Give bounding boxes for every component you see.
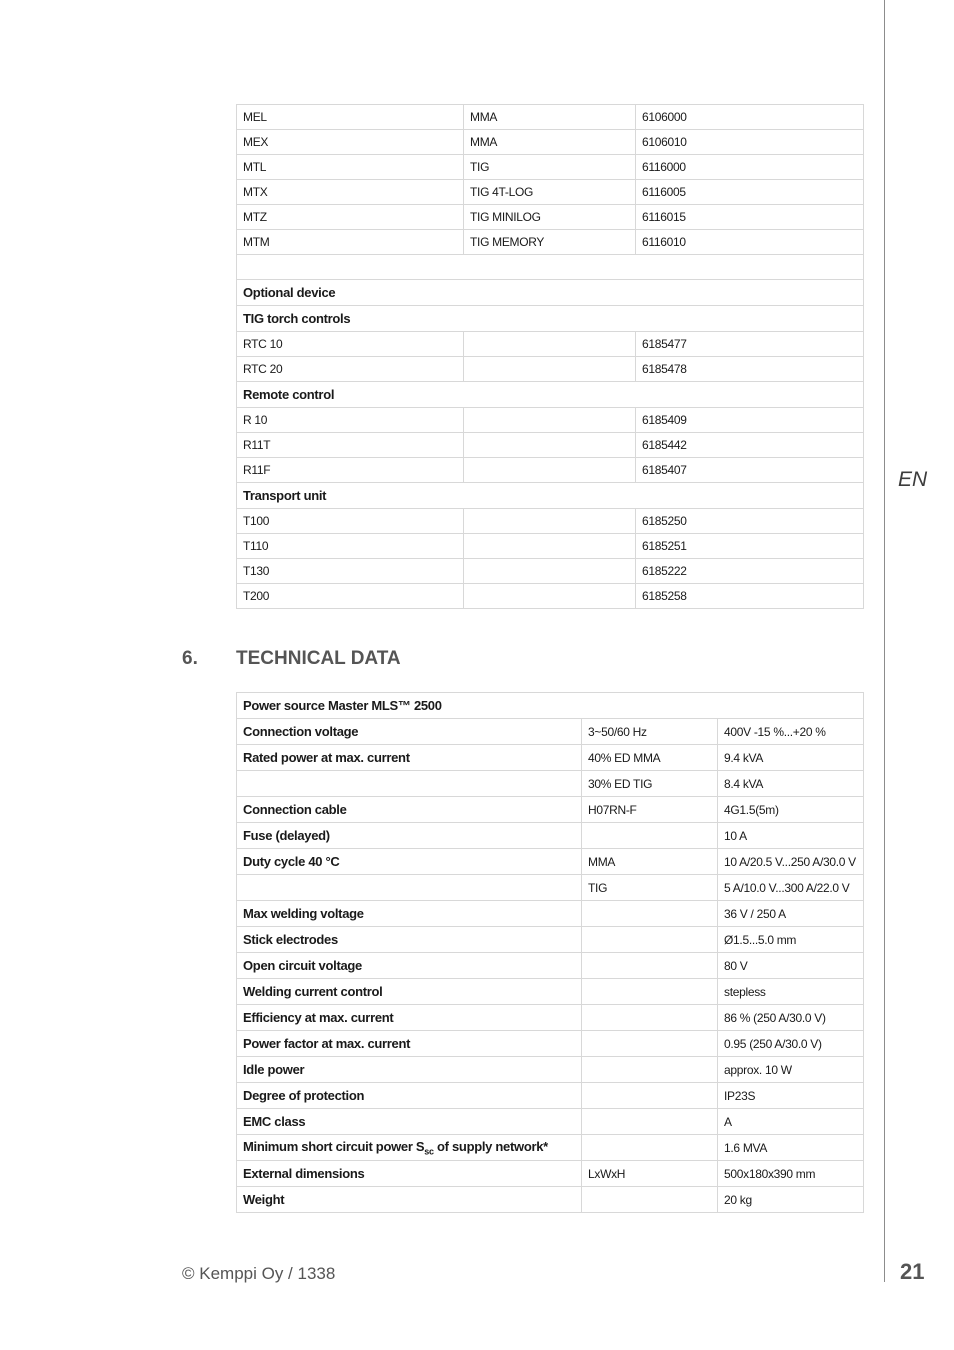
- technical-data-table: [236, 692, 864, 1213]
- product-name-cell: MTL: [237, 155, 464, 180]
- order-code-cell: 6106010: [636, 130, 864, 155]
- process-cell: TIG MEMORY: [464, 230, 636, 255]
- spec-condition-cell: TIG: [582, 875, 718, 901]
- technical-header: Power source Master MLS™ 2500: [237, 693, 864, 719]
- spec-label-cell: External dimensions: [237, 1161, 582, 1187]
- product-name-cell: R11F: [237, 458, 464, 483]
- spec-label-cell: Max welding voltage: [237, 901, 582, 927]
- spec-value-cell: approx. 10 W: [718, 1057, 864, 1083]
- spec-condition-cell: [582, 953, 718, 979]
- group-heading-row: [237, 483, 864, 509]
- spec-value-cell: stepless: [718, 979, 864, 1005]
- process-cell: [464, 408, 636, 433]
- spec-label-cell: Stick electrodes: [237, 927, 582, 953]
- table-row: [237, 953, 864, 979]
- section-title: TECHNICAL DATA: [236, 648, 401, 669]
- table-row: [237, 509, 864, 534]
- spec-label-cell: Efficiency at max. current: [237, 1005, 582, 1031]
- spec-label-cell: Open circuit voltage: [237, 953, 582, 979]
- spec-value-cell: 500x180x390 mm: [718, 1161, 864, 1187]
- process-cell: MMA: [464, 130, 636, 155]
- table-row: [237, 357, 864, 382]
- order-code-cell: 6185478: [636, 357, 864, 382]
- process-cell: [464, 509, 636, 534]
- group-heading-row: [237, 280, 864, 306]
- spec-value-cell: 10 A: [718, 823, 864, 849]
- table-row: [237, 979, 864, 1005]
- spec-condition-cell: [582, 1005, 718, 1031]
- accessories-table: [236, 104, 864, 609]
- spec-value-cell: 5 A/10.0 V...300 A/22.0 V: [718, 875, 864, 901]
- spec-condition-cell: [582, 823, 718, 849]
- spec-value-cell: 80 V: [718, 953, 864, 979]
- order-code-cell: 6185442: [636, 433, 864, 458]
- order-code-cell: 6185407: [636, 458, 864, 483]
- spec-condition-cell: LxWxH: [582, 1161, 718, 1187]
- process-cell: MMA: [464, 105, 636, 130]
- order-code-cell: 6185250: [636, 509, 864, 534]
- process-cell: [464, 332, 636, 357]
- spec-label-suffix: of supply network*: [433, 1138, 548, 1154]
- spec-value-cell: 9.4 kVA: [718, 745, 864, 771]
- spec-condition-cell: [582, 1057, 718, 1083]
- spec-label-cell: [237, 875, 582, 901]
- table-row: [237, 534, 864, 559]
- spec-label-cell: Fuse (delayed): [237, 823, 582, 849]
- spec-label-cell: Welding current control: [237, 979, 582, 1005]
- table-row: [237, 1057, 864, 1083]
- order-code-cell: 6185222: [636, 559, 864, 584]
- spec-label-cell: Connection voltage: [237, 719, 582, 745]
- spec-value-cell: 86 % (250 A/30.0 V): [718, 1005, 864, 1031]
- spec-value-cell: 8.4 kVA: [718, 771, 864, 797]
- table-row: [237, 745, 864, 771]
- product-name-cell: T200: [237, 584, 464, 609]
- table-row: [237, 230, 864, 255]
- blank-cell: [237, 255, 864, 280]
- spec-condition-cell: [582, 927, 718, 953]
- table-row: [237, 458, 864, 483]
- table-row: [237, 1083, 864, 1109]
- spec-value-cell: 10 A/20.5 V...250 A/30.0 V: [718, 849, 864, 875]
- blank-row: [237, 255, 864, 280]
- table-row: [237, 771, 864, 797]
- product-name-cell: R11T: [237, 433, 464, 458]
- group-heading: Optional device: [237, 280, 864, 306]
- product-name-cell: MTX: [237, 180, 464, 205]
- order-code-cell: 6185477: [636, 332, 864, 357]
- technical-header-row: [237, 693, 864, 719]
- order-code-cell: 6116000: [636, 155, 864, 180]
- spec-value-cell: A: [718, 1109, 864, 1135]
- section-number: 6.: [182, 648, 198, 669]
- spec-value-cell: 0.95 (250 A/30.0 V): [718, 1031, 864, 1057]
- spec-condition-cell: [582, 901, 718, 927]
- page-number: 21: [900, 1259, 925, 1284]
- table-row: [237, 1005, 864, 1031]
- spec-condition-cell: MMA: [582, 849, 718, 875]
- spec-condition-cell: [582, 979, 718, 1005]
- spec-label-cell: Duty cycle 40 °C: [237, 849, 582, 875]
- group-heading: TIG torch controls: [237, 306, 864, 332]
- spec-label-cell: Rated power at max. current: [237, 745, 582, 771]
- spec-value-cell: IP23S: [718, 1083, 864, 1109]
- table-row: [237, 927, 864, 953]
- product-name-cell: RTC 20: [237, 357, 464, 382]
- product-name-cell: R 10: [237, 408, 464, 433]
- table-row: [237, 205, 864, 230]
- table-row: [237, 1135, 864, 1161]
- table-row: [237, 1109, 864, 1135]
- spec-value-cell: 1.6 MVA: [718, 1135, 864, 1161]
- table-row: [237, 584, 864, 609]
- process-cell: [464, 458, 636, 483]
- order-code-cell: 6185258: [636, 584, 864, 609]
- spec-value-cell: Ø1.5...5.0 mm: [718, 927, 864, 953]
- table-row: [237, 408, 864, 433]
- table-row: [237, 1031, 864, 1057]
- table-row: [237, 130, 864, 155]
- order-code-cell: 6185251: [636, 534, 864, 559]
- spec-label-cell: Power factor at max. current: [237, 1031, 582, 1057]
- spec-value-cell: 36 V / 250 A: [718, 901, 864, 927]
- table-row: [237, 559, 864, 584]
- order-code-cell: 6106000: [636, 105, 864, 130]
- spec-condition-cell: [582, 1031, 718, 1057]
- process-cell: [464, 357, 636, 382]
- spec-condition-cell: [582, 1187, 718, 1213]
- order-code-cell: 6185409: [636, 408, 864, 433]
- product-name-cell: MEX: [237, 130, 464, 155]
- order-code-cell: 6116005: [636, 180, 864, 205]
- spec-label-cell: EMC class: [237, 1109, 582, 1135]
- process-cell: [464, 559, 636, 584]
- table-row: [237, 797, 864, 823]
- process-cell: [464, 534, 636, 559]
- spec-label-cell: [237, 1135, 582, 1161]
- spec-label-cell: Degree of protection: [237, 1083, 582, 1109]
- product-name-cell: T110: [237, 534, 464, 559]
- table-row: [237, 105, 864, 130]
- table-row: [237, 332, 864, 357]
- spec-value-cell: 20 kg: [718, 1187, 864, 1213]
- product-name-cell: T100: [237, 509, 464, 534]
- order-code-cell: 6116010: [636, 230, 864, 255]
- product-name-cell: MEL: [237, 105, 464, 130]
- product-name-cell: T130: [237, 559, 464, 584]
- spec-value-cell: 400V -15 %...+20 %: [718, 719, 864, 745]
- table-row: [237, 823, 864, 849]
- spec-label: Minimum short circuit power S: [243, 1138, 425, 1154]
- spec-label-cell: Connection cable: [237, 797, 582, 823]
- product-name-cell: MTM: [237, 230, 464, 255]
- table-row: [237, 849, 864, 875]
- order-code-cell: 6116015: [636, 205, 864, 230]
- product-name-cell: RTC 10: [237, 332, 464, 357]
- spec-label-cell: [237, 771, 582, 797]
- spec-label-subscript: sc: [424, 1146, 434, 1157]
- spec-condition-cell: 30% ED TIG: [582, 771, 718, 797]
- table-row: [237, 719, 864, 745]
- table-row: [237, 180, 864, 205]
- spec-condition-cell: [582, 1109, 718, 1135]
- group-heading: Transport unit: [237, 483, 864, 509]
- process-cell: TIG MINILOG: [464, 205, 636, 230]
- table-row: [237, 1161, 864, 1187]
- spec-value-cell: 4G1.5(5m): [718, 797, 864, 823]
- spec-condition-cell: [582, 1083, 718, 1109]
- spec-condition-cell: 40% ED MMA: [582, 745, 718, 771]
- product-name-cell: MTZ: [237, 205, 464, 230]
- table-row: [237, 1187, 864, 1213]
- group-heading-row: [237, 306, 864, 332]
- spec-label-cell: Idle power: [237, 1057, 582, 1083]
- spec-condition-cell: [582, 1135, 718, 1161]
- language-tab: EN: [898, 468, 928, 491]
- group-heading: Remote control: [237, 382, 864, 408]
- group-heading-row: [237, 382, 864, 408]
- process-cell: TIG: [464, 155, 636, 180]
- process-cell: [464, 584, 636, 609]
- margin-divider: [884, 0, 885, 1282]
- process-cell: TIG 4T-LOG: [464, 180, 636, 205]
- process-cell: [464, 433, 636, 458]
- footer-copyright: © Kemppi Oy / 1338: [182, 1264, 336, 1283]
- table-row: [237, 901, 864, 927]
- spec-condition-cell: 3~50/60 Hz: [582, 719, 718, 745]
- table-row: [237, 875, 864, 901]
- spec-label-cell: Weight: [237, 1187, 582, 1213]
- spec-condition-cell: H07RN-F: [582, 797, 718, 823]
- table-row: [237, 155, 864, 180]
- table-row: [237, 433, 864, 458]
